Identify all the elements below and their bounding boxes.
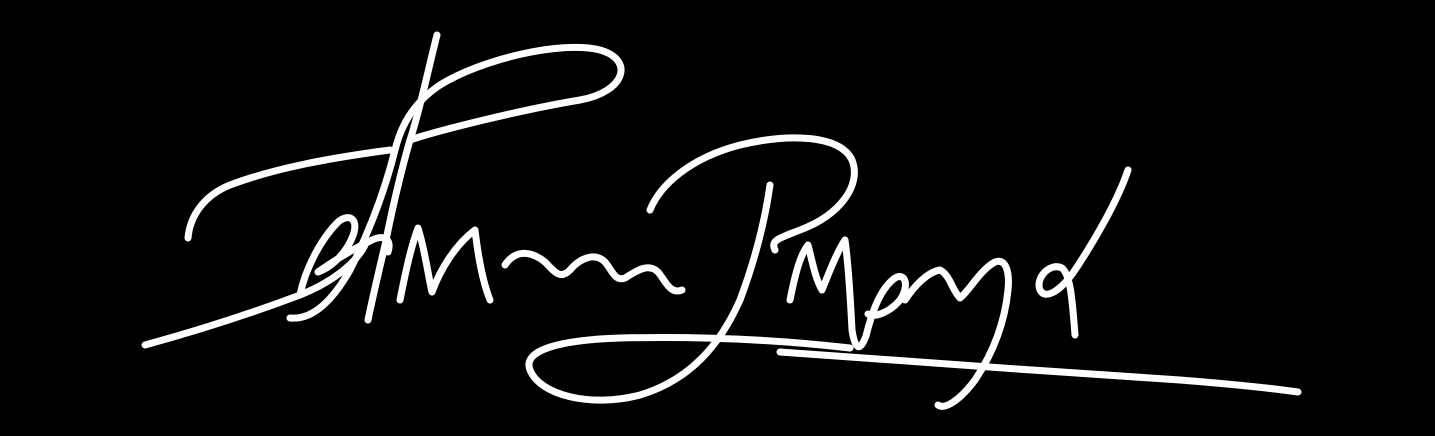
signature-letter-r-top (650, 138, 854, 250)
signature-underline (780, 352, 1298, 392)
signature-letter-van (505, 253, 682, 291)
signature-letter-r-loop (529, 185, 850, 400)
signature-crossbar (188, 150, 390, 238)
signature-letter-k (1039, 170, 1128, 335)
signature-letter-wijk (905, 261, 1008, 406)
signature-letter-m (400, 228, 490, 300)
signature-letter-ijs (790, 240, 905, 347)
